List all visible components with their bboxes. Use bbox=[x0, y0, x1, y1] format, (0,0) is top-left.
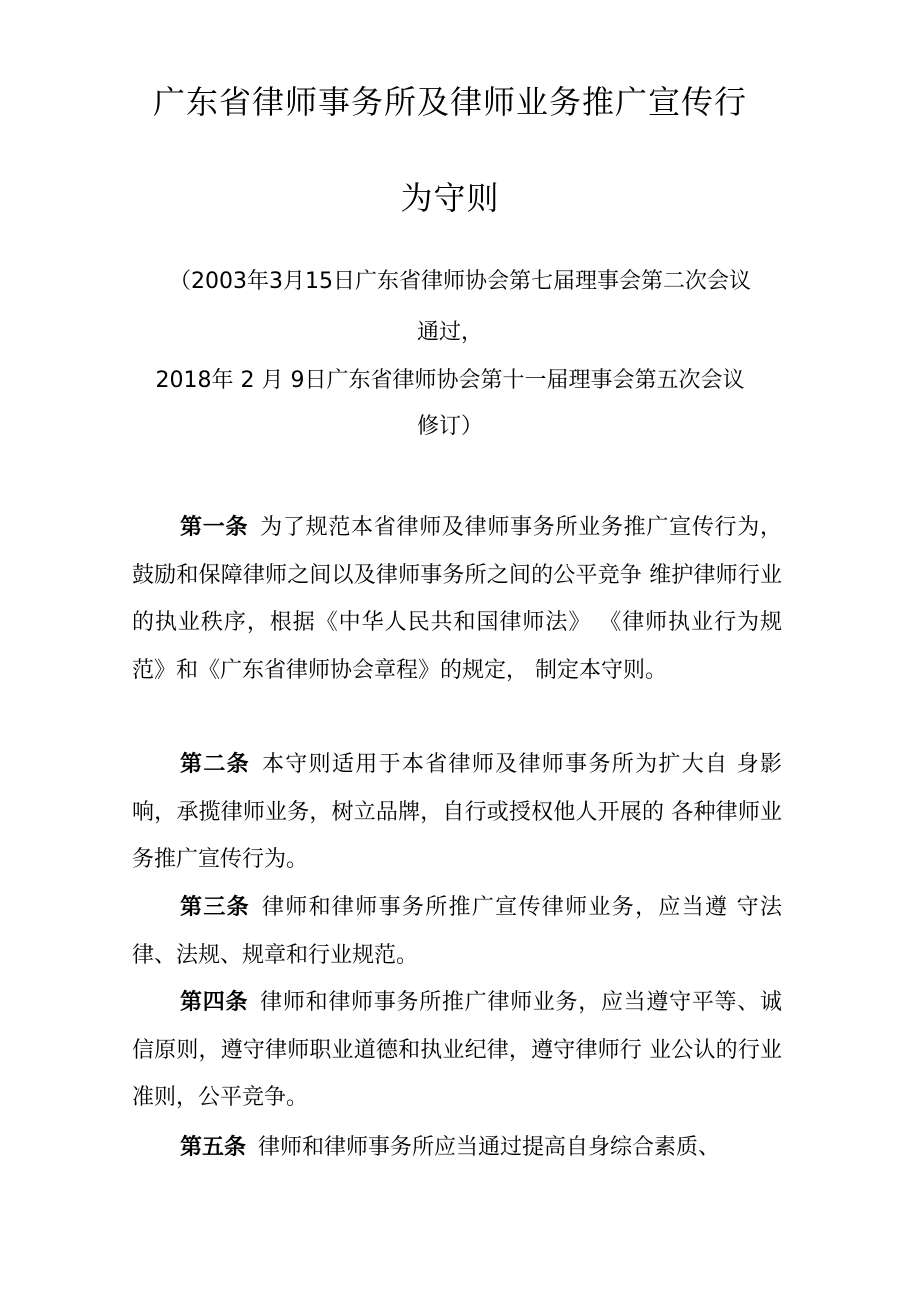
article-2-label: 第二条 bbox=[180, 752, 250, 777]
subtitle-line-4: 修订） bbox=[416, 414, 483, 439]
article-3-text: 律师和律师事务所推广宣传律师业务，应当遵 守法律、法规、规章和行业规范。 bbox=[132, 895, 782, 968]
subtitle-line-1: （2003年3月15日广东省律师协会第七届理事会第二次会议 bbox=[169, 269, 751, 294]
article-4 bbox=[132, 979, 782, 1122]
subtitle-line-2: 通过， bbox=[416, 320, 483, 345]
article-1 bbox=[132, 504, 782, 694]
article-3-label: 第三条 bbox=[180, 895, 250, 920]
document-title-line-2: 为守则 bbox=[400, 179, 500, 217]
article-5-text: 律师和律师事务所应当通过提高自身综合素质、 bbox=[258, 1135, 721, 1160]
document-title-line-1: 广东省律师事务所及律师业务推广宣传行 bbox=[152, 83, 747, 121]
article-1-text: 为了规范本省律师及律师事务所业务推广宣传行为，鼓励和保障律师之间以及律师事务所之间的公平竞争 维护律师行业的执业秩序，根据《中华人民共和国律师法》 《律师执业行为规范》和《广东省律师协会章程》的规定， 制定本守则。 bbox=[132, 515, 782, 683]
article-3 bbox=[132, 884, 782, 979]
article-1-label: 第一条 bbox=[180, 515, 249, 540]
article-2-text: 本守则适用于本省律师及律师事务所为扩大自 身影响，承揽律师业务，树立品牌，自行或授权他人开展的 各种律师业务推广宣传行为。 bbox=[132, 752, 782, 872]
article-4-text: 律师和律师事务所推广律师业务，应当遵守平等、诚信原则，遵守律师职业道德和执业纪律，遵守律师行 业公认的行业准则，公平竞争。 bbox=[132, 990, 782, 1110]
subtitle-line-3: 2018年 2 月 9日广东省律师协会第十一届理事会第五次会议 bbox=[155, 368, 745, 393]
article-2 bbox=[132, 741, 782, 884]
article-5-label: 第五条 bbox=[180, 1135, 247, 1160]
article-4-label: 第四条 bbox=[180, 990, 249, 1015]
article-5 bbox=[132, 1124, 782, 1172]
